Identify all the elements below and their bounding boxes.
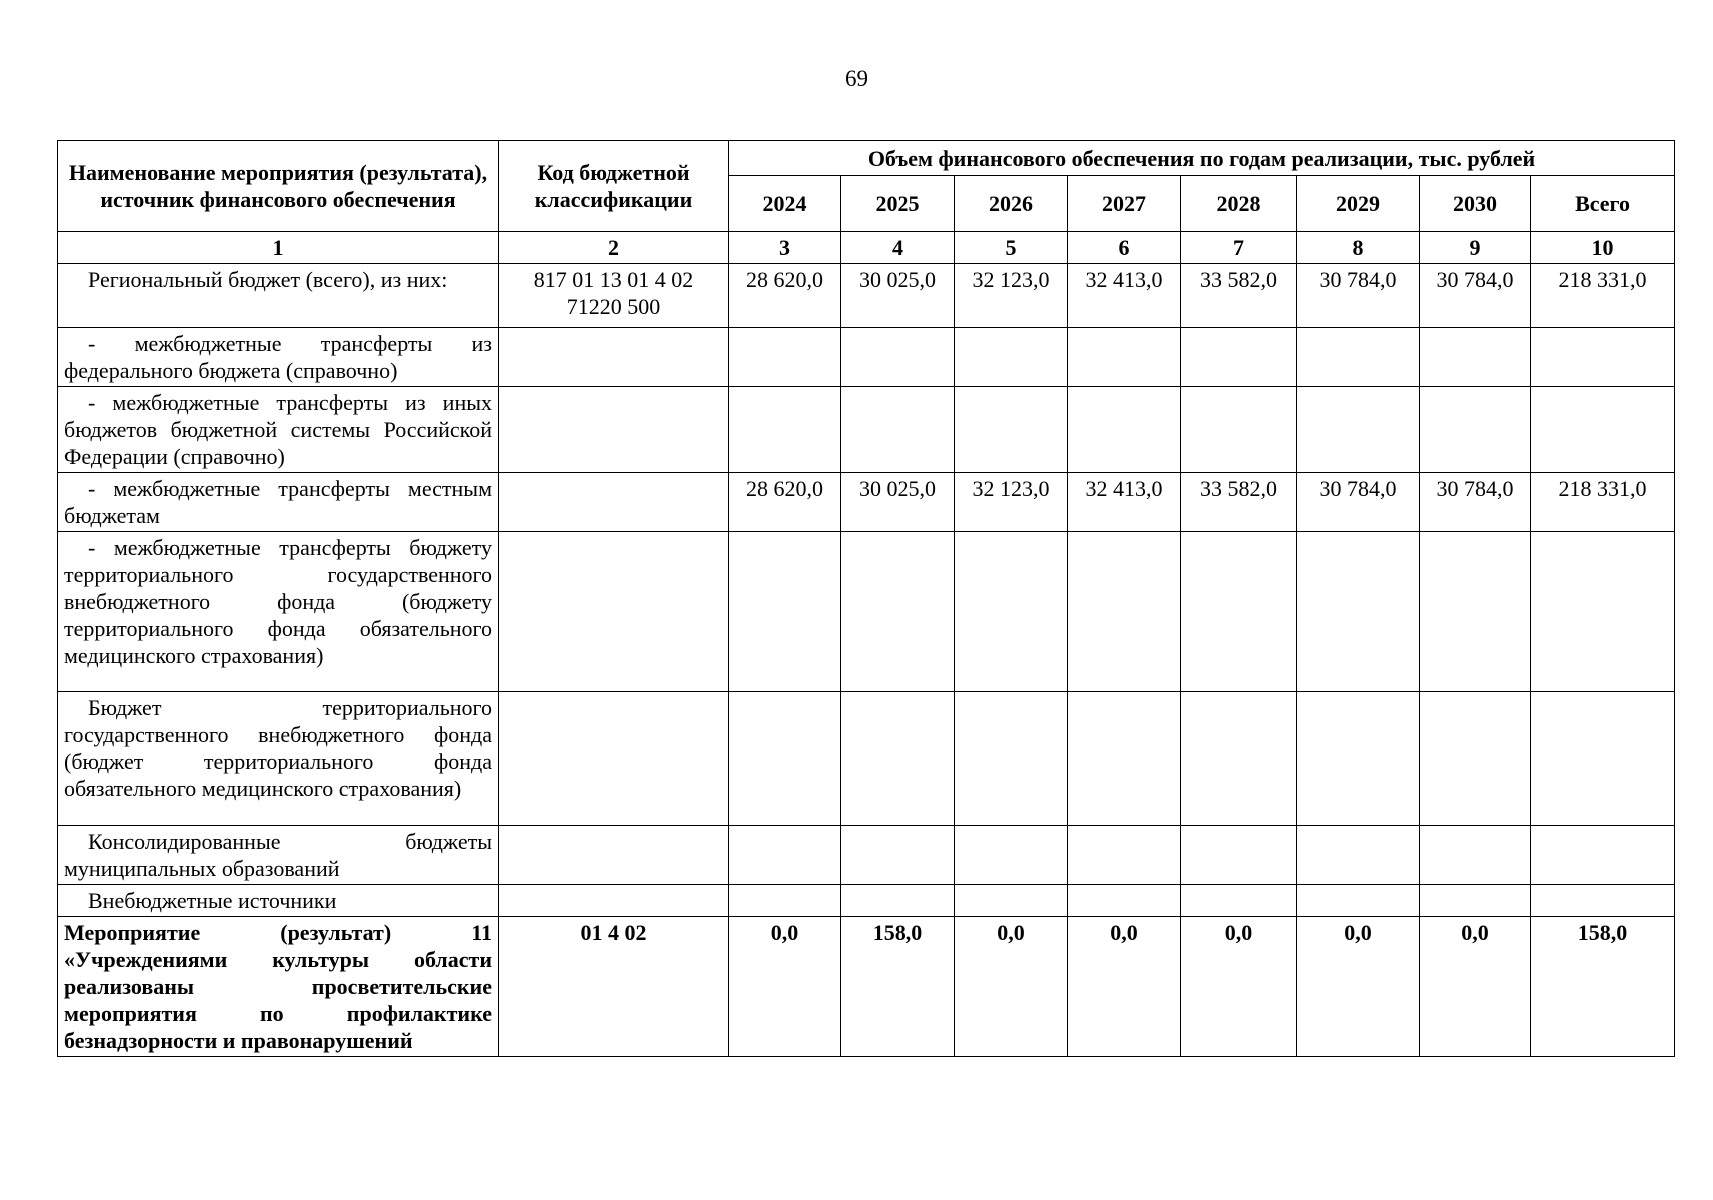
column-number: 3 xyxy=(729,232,841,264)
year-value xyxy=(1297,885,1420,917)
year-value xyxy=(1181,826,1297,885)
source-name: Мероприятие (результат) 11 «Учреждениями культуры области реализованы просветительские мероприятия по профилактике безнадзорности и правонарушений xyxy=(58,917,499,1057)
year-value xyxy=(1181,387,1297,473)
table-row xyxy=(58,917,1675,1057)
year-value xyxy=(729,532,841,692)
year-value: 28 620,0 xyxy=(729,473,841,532)
page-number: 69 xyxy=(845,66,868,91)
source-name: - межбюджетные трансферты бюджету территориального государственного внебюджетного фонда (бюджету территориального фонда обязательного медицинского страхования) xyxy=(58,532,499,692)
budget-code: 01 4 02 xyxy=(499,917,729,1057)
column-number: 7 xyxy=(1181,232,1297,264)
year-value: 32 413,0 xyxy=(1068,473,1181,532)
year-value: 30 025,0 xyxy=(841,473,955,532)
year-value: 0,0 xyxy=(1181,917,1297,1057)
source-name: - межбюджетные трансферты из иных бюджетов бюджетной системы Российской Федерации (справочно) xyxy=(58,387,499,473)
budget-code xyxy=(499,692,729,826)
table-row xyxy=(58,473,1675,532)
year-value: 30 784,0 xyxy=(1420,473,1531,532)
year-value xyxy=(1068,328,1181,387)
header-year: 2029 xyxy=(1297,176,1420,232)
header-total: Всего xyxy=(1531,176,1675,232)
table-row xyxy=(58,826,1675,885)
financing-table xyxy=(57,140,1675,1057)
year-value xyxy=(1068,885,1181,917)
year-value xyxy=(1297,532,1420,692)
year-value: 32 413,0 xyxy=(1068,264,1181,328)
source-name: Консолидированные бюджеты муниципальных образований xyxy=(58,826,499,885)
header-year: 2027 xyxy=(1068,176,1181,232)
total-value xyxy=(1531,826,1675,885)
year-value: 33 582,0 xyxy=(1181,473,1297,532)
table-row xyxy=(58,532,1675,692)
year-value xyxy=(841,692,955,826)
year-value xyxy=(841,328,955,387)
header-volume: Объем финансового обеспечения по годам реализации, тыс. рублей xyxy=(729,141,1675,176)
year-value xyxy=(1068,692,1181,826)
year-value: 33 582,0 xyxy=(1181,264,1297,328)
year-value xyxy=(729,885,841,917)
budget-code xyxy=(499,473,729,532)
source-name: Внебюджетные источники xyxy=(58,885,499,917)
table-row xyxy=(58,264,1675,328)
header-name: Наименование мероприятия (результата), источник финансового обеспечения xyxy=(58,141,499,232)
header-year: 2026 xyxy=(955,176,1068,232)
year-value xyxy=(1420,692,1531,826)
year-value: 30 784,0 xyxy=(1420,264,1531,328)
column-number: 2 xyxy=(499,232,729,264)
year-value xyxy=(1420,532,1531,692)
table-row xyxy=(58,885,1675,917)
total-value: 218 331,0 xyxy=(1531,264,1675,328)
budget-code xyxy=(499,885,729,917)
year-value xyxy=(1068,826,1181,885)
year-value xyxy=(729,328,841,387)
total-value xyxy=(1531,532,1675,692)
year-value: 32 123,0 xyxy=(955,473,1068,532)
budget-code xyxy=(499,387,729,473)
budget-code xyxy=(499,826,729,885)
total-value xyxy=(1531,328,1675,387)
total-value xyxy=(1531,885,1675,917)
year-value: 32 123,0 xyxy=(955,264,1068,328)
year-value xyxy=(1181,885,1297,917)
year-value xyxy=(841,387,955,473)
year-value xyxy=(1181,692,1297,826)
year-value: 158,0 xyxy=(841,917,955,1057)
year-value xyxy=(1297,328,1420,387)
year-value xyxy=(955,387,1068,473)
budget-code xyxy=(499,328,729,387)
year-value xyxy=(1420,826,1531,885)
column-number: 4 xyxy=(841,232,955,264)
year-value xyxy=(729,387,841,473)
year-value: 0,0 xyxy=(1420,917,1531,1057)
header-code: Код бюджетной классификации xyxy=(499,141,729,232)
year-value xyxy=(1420,885,1531,917)
column-number: 9 xyxy=(1420,232,1531,264)
year-value xyxy=(1420,387,1531,473)
year-value xyxy=(1297,826,1420,885)
year-value xyxy=(1297,692,1420,826)
year-value xyxy=(841,826,955,885)
year-value: 30 784,0 xyxy=(1297,264,1420,328)
year-value xyxy=(1068,387,1181,473)
year-value: 30 784,0 xyxy=(1297,473,1420,532)
header-year: 2030 xyxy=(1420,176,1531,232)
column-number: 5 xyxy=(955,232,1068,264)
year-value xyxy=(1181,328,1297,387)
year-value xyxy=(955,532,1068,692)
column-number: 6 xyxy=(1068,232,1181,264)
column-number: 10 xyxy=(1531,232,1675,264)
table-row xyxy=(58,387,1675,473)
table-row xyxy=(58,328,1675,387)
source-name: Региональный бюджет (всего), из них: xyxy=(58,264,499,328)
source-name: - межбюджетные трансферты местным бюджетам xyxy=(58,473,499,532)
total-value xyxy=(1531,387,1675,473)
total-value: 218 331,0 xyxy=(1531,473,1675,532)
year-value xyxy=(729,692,841,826)
year-value xyxy=(955,328,1068,387)
year-value xyxy=(841,532,955,692)
year-value: 30 025,0 xyxy=(841,264,955,328)
year-value: 0,0 xyxy=(1068,917,1181,1057)
year-value: 0,0 xyxy=(729,917,841,1057)
year-value: 0,0 xyxy=(1297,917,1420,1057)
source-name: Бюджет территориального государственного внебюджетного фонда (бюджет территориального фонда обязательного медицинского страхования) xyxy=(58,692,499,826)
header-year: 2024 xyxy=(729,176,841,232)
column-number: 8 xyxy=(1297,232,1420,264)
total-value: 158,0 xyxy=(1531,917,1675,1057)
header-year: 2028 xyxy=(1181,176,1297,232)
year-value xyxy=(1068,532,1181,692)
year-value xyxy=(1297,387,1420,473)
source-name: - межбюджетные трансферты из федерального бюджета (справочно) xyxy=(58,328,499,387)
year-value xyxy=(955,692,1068,826)
year-value xyxy=(955,826,1068,885)
table-body xyxy=(58,264,1675,1057)
year-value xyxy=(729,826,841,885)
table-row xyxy=(58,692,1675,826)
year-value: 0,0 xyxy=(955,917,1068,1057)
year-value xyxy=(1420,328,1531,387)
column-number: 1 xyxy=(58,232,499,264)
total-value xyxy=(1531,692,1675,826)
header-year: 2025 xyxy=(841,176,955,232)
budget-code xyxy=(499,532,729,692)
column-number-row xyxy=(58,232,1675,264)
year-value xyxy=(955,885,1068,917)
budget-code: 817 01 13 01 4 02 71220 500 xyxy=(499,264,729,328)
year-value xyxy=(841,885,955,917)
year-value xyxy=(1181,532,1297,692)
year-value: 28 620,0 xyxy=(729,264,841,328)
